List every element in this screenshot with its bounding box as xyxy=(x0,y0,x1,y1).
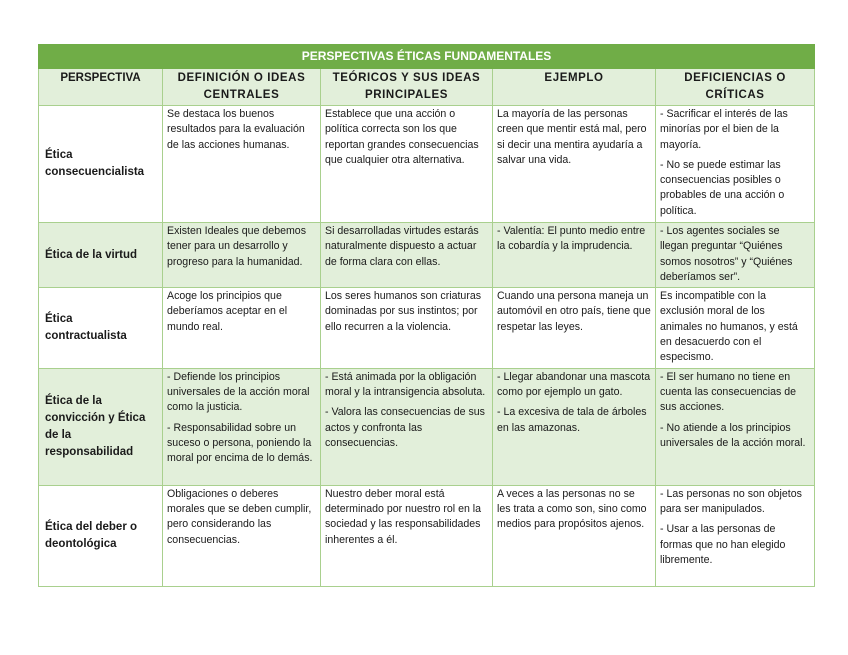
cell-text: Establece que una acción o política correcta son los que reportan grandes consecuencias que cualquier otra alternativa. xyxy=(325,108,479,166)
cell-text: - Llegar abandonar una mascota como por ejemplo un gato. xyxy=(497,370,651,398)
table-title: PERSPECTIVAS ÉTICAS FUNDAMENTALES xyxy=(39,45,815,69)
perspective-cell: Ética del deber o deontológica xyxy=(39,485,163,586)
example-cell xyxy=(493,223,656,288)
cell-text: Cuando una persona maneja un automóvil en otro país, tiene que respetar las leyes. xyxy=(497,290,651,333)
cell-text: - Responsabilidad sobre un suceso o persona, poniendo la moral por encima de lo demás. xyxy=(167,421,313,465)
cell-text: - Está animada por la obligación moral y la intransigencia absoluta. xyxy=(325,370,486,398)
critiques-cell xyxy=(656,223,815,288)
table-row xyxy=(39,485,815,586)
perspective-cell: Ética contractualista xyxy=(39,288,163,368)
theorists-cell xyxy=(321,485,493,586)
cell-text: Existen Ideales que debemos tener para un desarrollo y progreso para la humanidad. xyxy=(167,225,306,268)
cell-text: La mayoría de las personas creen que mentir está mal, pero si decir una mentira ayudaría a salvar una vida. xyxy=(497,108,647,166)
example-cell xyxy=(493,368,656,485)
cell-text: - Los agentes sociales se llegan preguntar “Quiénes somos nosotros” y “Quiénes deberíamos ser”. xyxy=(660,225,793,283)
definition-cell xyxy=(163,485,321,586)
header-example: EJEMPLO xyxy=(493,69,656,106)
header-row xyxy=(39,69,815,106)
critiques-cell xyxy=(656,485,815,586)
critiques-cell xyxy=(656,288,815,368)
cell-text: - Valentía: El punto medio entre la cobardía y la imprudencia. xyxy=(497,225,646,253)
example-cell xyxy=(493,288,656,368)
definition-cell xyxy=(163,223,321,288)
critiques-cell xyxy=(656,368,815,485)
header-definition: DEFINICIÓN O IDEAS CENTRALES xyxy=(163,69,321,106)
cell-text: - La excesiva de tala de árboles en las amazonas. xyxy=(497,406,647,434)
cell-text: - El ser humano no tiene en cuenta las consecuencias de sus acciones. xyxy=(660,370,797,414)
table-row xyxy=(39,288,815,368)
cell-text: A veces a las personas no se les trata a como son, sino como medios para propósitos ajenos. xyxy=(497,487,647,531)
cell-text: - Las personas no son objetos para ser manipulados. xyxy=(660,487,802,515)
cell-text: - Defiende los principios universales de la acción moral como la justicia. xyxy=(167,370,310,414)
perspective-cell: Ética de la virtud xyxy=(39,223,163,288)
cell-text: Acoge los principios que deberíamos aceptar en el mundo real. xyxy=(167,290,288,333)
theorists-cell xyxy=(321,223,493,288)
cell-text: Si desarrolladas virtudes estarás naturalmente dispuesto a actuar de forma clara con ellas. xyxy=(325,225,479,268)
table-row xyxy=(39,223,815,288)
cell-text: Se destaca los buenos resultados para la evaluación de las acciones humanas. xyxy=(167,108,305,151)
example-cell xyxy=(493,485,656,586)
cell-text: - Usar a las personas de formas que no han elegido libremente. xyxy=(660,523,786,566)
theorists-cell xyxy=(321,106,493,223)
header-critiques: DEFICIENCIAS O CRÍTICAS xyxy=(656,69,815,106)
perspective-cell: Ética consecuencialista xyxy=(39,106,163,223)
cell-text: Obligaciones o deberes morales que se deben cumplir, pero considerando las consecuencias. xyxy=(167,487,312,546)
cell-text: Nuestro deber moral está determinado por nuestro rol en la sociedad y las responsabilidades inherentes a él. xyxy=(325,487,482,546)
table-row xyxy=(39,106,815,223)
definition-cell xyxy=(163,288,321,368)
cell-text: - Sacrificar el interés de las minorías por el bien de la mayoría. xyxy=(660,108,788,151)
theorists-cell xyxy=(321,288,493,368)
cell-text: - No se puede estimar las consecuencias posibles o probables de una acción o política. xyxy=(660,158,785,217)
cell-text: Es incompatible con la exclusión moral de los animales no humanos, y está en desacuerdo con el especismo. xyxy=(660,290,798,364)
cell-text: - No atiende a los principios universales de la acción moral. xyxy=(660,421,806,449)
perspective-cell: Ética de la convicción y Ética de la responsabilidad xyxy=(39,368,163,485)
definition-cell xyxy=(163,106,321,223)
header-theorists: TEÓRICOS Y SUS IDEAS PRINCIPALES xyxy=(321,69,493,106)
definition-cell xyxy=(163,368,321,485)
table-row xyxy=(39,368,815,485)
critiques-cell xyxy=(656,106,815,223)
example-cell xyxy=(493,106,656,223)
header-perspective: PERSPECTIVA xyxy=(39,69,163,106)
theorists-cell xyxy=(321,368,493,485)
ethics-table xyxy=(38,44,815,587)
cell-text: Los seres humanos son criaturas dominadas por sus instintos; por ello recurren a la violencia. xyxy=(325,290,482,333)
cell-text: - Valora las consecuencias de sus actos y confronta las consecuencias. xyxy=(325,406,485,449)
